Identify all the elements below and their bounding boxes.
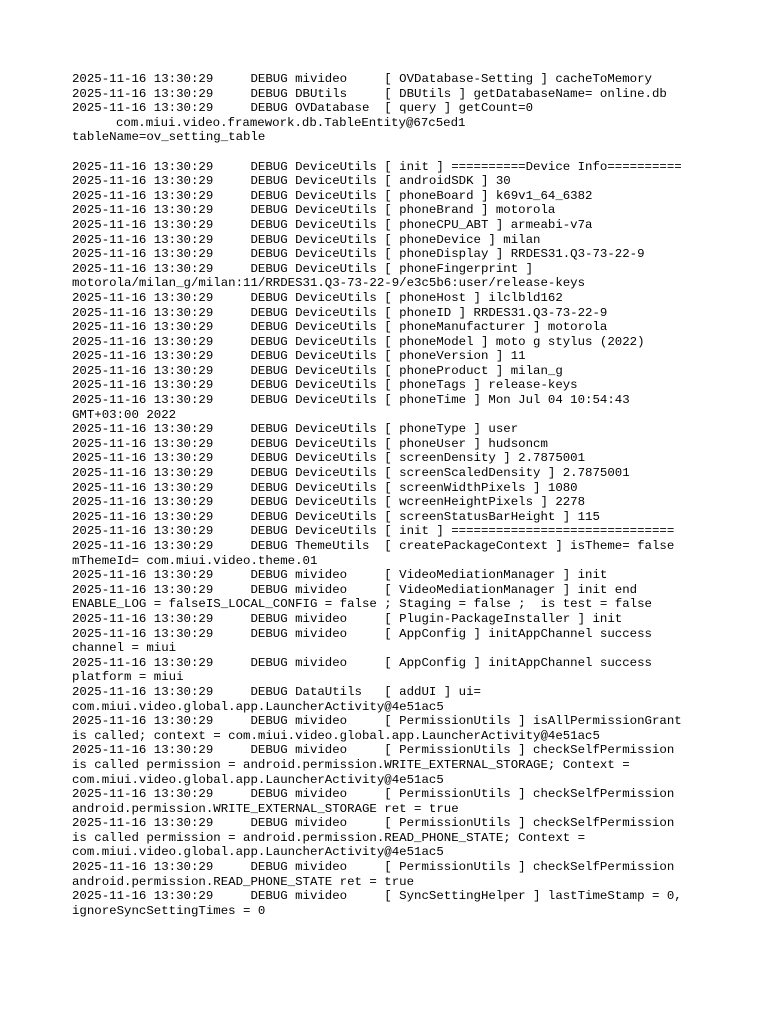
log-document [72, 72, 692, 918]
log-line: 2025-11-16 13:30:29 DEBUG DBUtils [ DBUtils ] getDatabaseName= online.db [72, 86, 667, 101]
log-line-continuation: ENABLE_LOG = falseIS_LOCAL_CONFIG = false ; Staging = false ; is test = false [72, 597, 652, 612]
log-line-continuation: GMT+03:00 2022 [72, 407, 177, 422]
log-line: 2025-11-16 13:30:29 DEBUG mivideo [ PermissionUtils ] isAllPermissionGrant [72, 714, 682, 729]
log-line: 2025-11-16 13:30:29 DEBUG DeviceUtils [ phoneManufacturer ] motorola [72, 320, 608, 335]
log-line: 2025-11-16 13:30:29 DEBUG DeviceUtils [ phoneBoard ] k69v1_64_6382 [72, 188, 593, 203]
log-line-continuation: com.miui.video.global.app.LauncherActivity@4e51ac5 [72, 845, 444, 860]
log-line: 2025-11-16 13:30:29 DEBUG DeviceUtils [ screenStatusBarHeight ] 115 [72, 509, 600, 524]
log-line: 2025-11-16 13:30:29 DEBUG DeviceUtils [ phoneTime ] Mon Jul 04 10:54:43 [72, 393, 630, 408]
log-line-continuation: android.permission.READ_PHONE_STATE ret = true [72, 874, 415, 889]
log-line: 2025-11-16 13:30:29 DEBUG DeviceUtils [ phoneModel ] moto g stylus (2022) [72, 334, 645, 349]
log-line: 2025-11-16 13:30:29 DEBUG mivideo [ PermissionUtils ] checkSelfPermission [72, 860, 675, 875]
log-line-continuation: mThemeId= com.miui.video.theme.01 [72, 553, 318, 568]
log-line: 2025-11-16 13:30:29 DEBUG mivideo [ VideoMediationManager ] init end [72, 582, 638, 597]
log-line: 2025-11-16 13:30:29 DEBUG DataUtils [ addUI ] ui= [72, 684, 481, 699]
log-line: 2025-11-16 13:30:29 DEBUG DeviceUtils [ screenWidthPixels ] 1080 [72, 480, 578, 495]
log-line-continuation: com.miui.video.global.app.LauncherActivity@4e51ac5 [72, 772, 444, 787]
log-line-continuation: ignoreSyncSettingTimes = 0 [72, 903, 266, 918]
log-line-continuation: motorola/milan_g/milan:11/RRDES31.Q3-73-22-9/e3c5b6:user/release-keys [72, 276, 586, 291]
log-line: 2025-11-16 13:30:29 DEBUG DeviceUtils [ init ] ============================== [72, 524, 675, 539]
log-line: 2025-11-16 13:30:29 DEBUG mivideo [ PermissionUtils ] checkSelfPermission [72, 787, 675, 802]
log-line: 2025-11-16 13:30:29 DEBUG mivideo [ VideoMediationManager ] init [72, 568, 608, 583]
log-line: 2025-11-16 13:30:29 DEBUG DeviceUtils [ wcreenHeightPixels ] 2278 [72, 495, 586, 510]
log-line: 2025-11-16 13:30:29 DEBUG DeviceUtils [ phoneTags ] release-keys [72, 378, 578, 393]
log-line-continuation: tableName=ov_setting_table [72, 130, 266, 145]
log-line: 2025-11-16 13:30:29 DEBUG DeviceUtils [ phoneHost ] ilclbld162 [72, 290, 563, 305]
log-line-continuation: is called permission = android.permission.READ_PHONE_STATE; Context = [72, 830, 586, 845]
log-line: 2025-11-16 13:30:29 DEBUG DeviceUtils [ init ] ==========Device Info========== [72, 159, 682, 174]
log-line-continuation: com.miui.video.global.app.LauncherActivity@4e51ac5 [72, 699, 444, 714]
log-line: 2025-11-16 13:30:29 DEBUG DeviceUtils [ screenScaledDensity ] 2.7875001 [72, 466, 630, 481]
log-line: 2025-11-16 13:30:29 DEBUG DeviceUtils [ phoneDevice ] milan [72, 232, 541, 247]
log-line: 2025-11-16 13:30:29 DEBUG mivideo [ Plugin-PackageInstaller ] init [72, 611, 623, 626]
log-line: 2025-11-16 13:30:29 DEBUG mivideo [ OVDatabase-Setting ] cacheToMemory [72, 72, 652, 86]
log-line: 2025-11-16 13:30:29 DEBUG DeviceUtils [ phoneBrand ] motorola [72, 203, 556, 218]
log-line-continuation: channel = miui [72, 641, 177, 656]
log-line-continuation: platform = miui [72, 670, 184, 685]
log-line: 2025-11-16 13:30:29 DEBUG mivideo [ PermissionUtils ] checkSelfPermission [72, 743, 675, 758]
log-line: 2025-11-16 13:30:29 DEBUG ThemeUtils [ createPackageContext ] isTheme= false [72, 539, 675, 553]
log-line: 2025-11-16 13:30:29 DEBUG DeviceUtils [ phoneUser ] hudsoncm [72, 436, 548, 451]
log-line: 2025-11-16 13:30:29 DEBUG DeviceUtils [ phoneCPU_ABT ] armeabi-v7a [72, 217, 593, 232]
log-line: 2025-11-16 13:30:29 DEBUG mivideo [ AppConfig ] initAppChannel success [72, 626, 652, 641]
log-line: 2025-11-16 13:30:29 DEBUG DeviceUtils [ phoneType ] user [72, 422, 519, 437]
log-line: 2025-11-16 13:30:29 DEBUG DeviceUtils [ phoneVersion ] 11 [72, 349, 526, 364]
log-line: 2025-11-16 13:30:29 DEBUG mivideo [ SyncSettingHelper ] lastTimeStamp = 0, [72, 889, 682, 904]
log-line: 2025-11-16 13:30:29 DEBUG mivideo [ AppConfig ] initAppChannel success [72, 655, 652, 670]
log-line-continuation: com.miui.video.framework.db.TableEntity@67c5ed1 [116, 115, 466, 130]
log-line: 2025-11-16 13:30:29 DEBUG OVDatabase [ query ] getCount=0 [72, 101, 534, 116]
log-line-continuation: is called; context = com.miui.video.global.app.LauncherActivity@4e51ac5 [72, 728, 600, 743]
log-line: 2025-11-16 13:30:29 DEBUG DeviceUtils [ androidSDK ] 30 [72, 174, 511, 189]
log-line: 2025-11-16 13:30:29 DEBUG DeviceUtils [ phoneProduct ] milan_g [72, 363, 563, 378]
log-line: 2025-11-16 13:30:29 DEBUG DeviceUtils [ phoneFingerprint ] [72, 261, 534, 276]
log-line-continuation: is called permission = android.permission.WRITE_EXTERNAL_STORAGE; Context = [72, 757, 630, 772]
blank-line [72, 145, 692, 160]
log-line: 2025-11-16 13:30:29 DEBUG DeviceUtils [ phoneID ] RRDES31.Q3-73-22-9 [72, 305, 608, 320]
log-line: 2025-11-16 13:30:29 DEBUG mivideo [ PermissionUtils ] checkSelfPermission [72, 816, 675, 831]
log-line-continuation: android.permission.WRITE_EXTERNAL_STORAGE ret = true [72, 801, 459, 816]
log-line: 2025-11-16 13:30:29 DEBUG DeviceUtils [ phoneDisplay ] RRDES31.Q3-73-22-9 [72, 247, 645, 262]
log-line: 2025-11-16 13:30:29 DEBUG DeviceUtils [ screenDensity ] 2.7875001 [72, 451, 586, 466]
